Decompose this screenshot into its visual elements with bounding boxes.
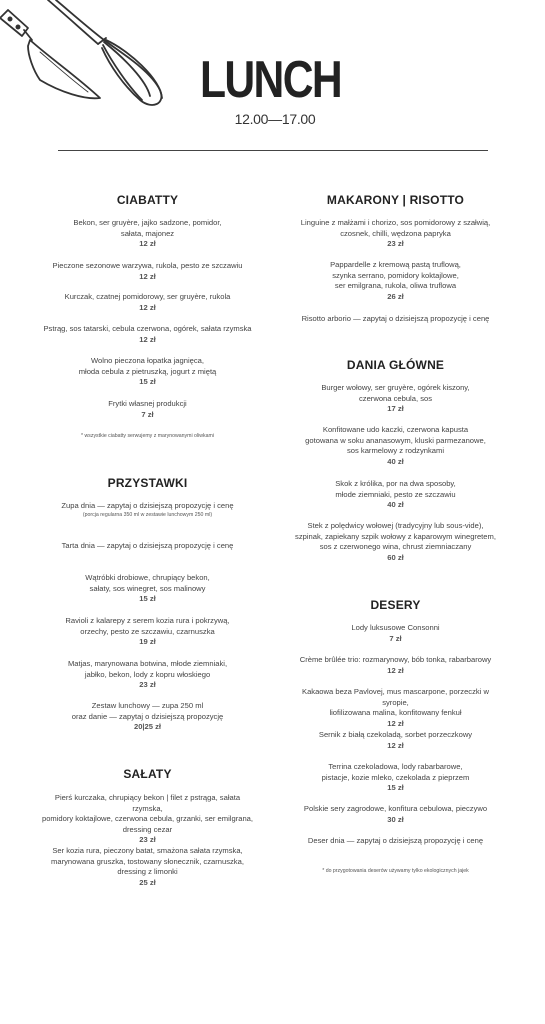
item-description: Pstrąg, sos tatarski, cebula czerwona, ogórek, sałata rzymska xyxy=(43,324,252,333)
menu-item xyxy=(40,793,255,846)
menu-item xyxy=(40,846,255,888)
item-description: Wolno pieczona łopatka jagnięca, xyxy=(91,356,204,365)
item-price: 23 zł xyxy=(139,680,156,689)
menu-item xyxy=(40,218,255,250)
item-description: Wątróbki drobiowe, chrupiący bekon, xyxy=(85,573,210,582)
item-description: Pierś kurczaka, chrupiący bekon | filet z pstrąga, sałata rzymska, xyxy=(54,793,241,813)
item-price: 40 zł xyxy=(387,456,404,466)
menu-item xyxy=(288,521,503,563)
item-description: gotowana w soku ananasowym, kluski parmezanowe, xyxy=(305,435,486,445)
menu-item xyxy=(40,573,255,605)
menu-item xyxy=(40,324,255,345)
knife-and-whisk-illustration xyxy=(0,0,175,115)
menu-item xyxy=(40,501,255,519)
item-price: 7 zł xyxy=(389,633,402,643)
item-description: Stek z polędwicy wołowej (tradycyjny lub sous-vide), xyxy=(307,521,484,530)
item-description: sałata, majonez xyxy=(120,228,175,238)
item-description: Pieczone sezonowe warzywa, rukola, pesto ze szczawiu xyxy=(52,261,243,270)
item-description: Lody luksusowe Consonni xyxy=(351,623,440,632)
menu-item xyxy=(40,701,255,733)
item-description: jabłko, bekon, lody z kopru włoskiego xyxy=(84,669,211,679)
section-note: * wszystkie ciabatty serwujemy z marynowanymi oliwkami xyxy=(81,433,214,439)
item-price: 12 zł xyxy=(139,271,156,281)
item-description: młode ziemniaki, pesto ze szczawiu xyxy=(335,489,456,499)
item-description: Konfitowane udo kaczki, czerwona kapusta xyxy=(322,425,469,434)
menu-item xyxy=(288,804,503,825)
item-description: ser emilgrana, rukola, oliwa truflowa xyxy=(334,281,457,290)
item-price: 30 zł xyxy=(387,814,404,824)
menu-item xyxy=(40,616,255,648)
item-description: oraz danie — zapytaj o dzisiejszą propozycję xyxy=(71,711,224,721)
item-description: Ser kozia rura, pieczony batat, smażona sałata rzymska, xyxy=(52,846,243,855)
section-title-desery: DESERY xyxy=(370,598,421,612)
item-description: Terrina czekoladowa, lody rabarbarowe, xyxy=(328,762,463,771)
item-description: Sernik z białą czekoladą, sorbet porzeczkowy xyxy=(318,730,473,739)
item-subnote: (porcja regularna 350 ml w zestawie lunchowym 250 ml) xyxy=(82,511,213,518)
menu-item xyxy=(288,836,503,847)
item-description: Zupa dnia — zapytaj o dzisiejszą propozycję i cenę xyxy=(61,501,234,510)
item-price: 15 zł xyxy=(387,783,404,792)
item-description: czosnek, chilli, wędzona papryka xyxy=(340,228,451,238)
menu-item xyxy=(288,218,503,250)
item-description: dressing cezar xyxy=(122,824,173,834)
menu-item xyxy=(288,314,503,325)
item-price: 12 zł xyxy=(139,302,156,312)
item-price: 20|25 zł xyxy=(133,722,162,731)
menu-item xyxy=(40,659,255,691)
menu-item xyxy=(288,479,503,511)
menu-item xyxy=(288,623,503,644)
item-description: Tarta dnia — zapytaj o dzisiejszą propozycję i cenę xyxy=(61,541,234,550)
item-description: pomidory koktajlowe, czerwona cebula, grzanki, ser emilgrana, xyxy=(41,814,254,823)
item-price: 12 zł xyxy=(387,718,404,728)
item-description: Crème brûlée trio: rozmarynowy, bób tonka, rabarbarowy xyxy=(299,655,492,664)
item-price: 60 zł xyxy=(387,552,404,562)
menu-item xyxy=(288,425,503,467)
menu-item xyxy=(40,292,255,313)
section-title-salaty: SAŁATY xyxy=(123,767,172,781)
item-description: szpinak, zapiekany szpik wołowy z kaparowym winegretem, xyxy=(295,531,496,541)
item-price: 40 zł xyxy=(387,500,404,509)
section-title-dania-glowne: DANIA GŁÓWNE xyxy=(346,358,445,372)
lunch-hours: 12.00—17.00 xyxy=(234,111,316,127)
menu-item xyxy=(40,356,255,388)
item-price: 12 zł xyxy=(387,740,404,750)
item-price: 25 zł xyxy=(139,877,156,887)
item-description: Polskie sery zagrodowe, konfitura cebulowa, pieczywo xyxy=(303,804,488,813)
item-description: Matjas, marynowana botwina, młode ziemniaki, xyxy=(67,659,228,668)
item-price: 26 zł xyxy=(387,291,404,301)
menu-item xyxy=(40,399,255,420)
item-description: Risotto arborio — zapytaj o dzisiejszą propozycję i cenę xyxy=(301,314,490,323)
item-description: pistacje, kozie mleko, czekolada z pieprzem xyxy=(321,772,470,782)
menu-item xyxy=(288,260,503,302)
item-description: liofilizowana malina, konfitowany fenkuł xyxy=(329,708,462,717)
item-description: Kurczak, czatnej pomidorowy, ser gruyère, rukola xyxy=(64,292,231,301)
item-price: 17 zł xyxy=(387,404,404,413)
section-title-przystawki: PRZYSTAWKI xyxy=(107,476,188,490)
item-description: szynka serrano, pomidory koktajlowe, xyxy=(332,270,459,280)
item-description: sałaty, sos winegret, sos malinowy xyxy=(89,583,206,593)
item-description: sos karmelowy z rodzynkami xyxy=(346,446,445,455)
menu-title: LUNCH xyxy=(200,51,342,109)
item-price: 12 zł xyxy=(139,239,156,248)
item-description: dressing z limonki xyxy=(117,867,178,876)
item-price: 23 zł xyxy=(139,835,156,844)
item-description: orzechy, pesto ze szczawiu, czarnuszka xyxy=(80,626,215,636)
item-price: 15 zł xyxy=(139,377,156,386)
item-price: 23 zł xyxy=(387,239,404,248)
item-description: czerwona cebula, sos xyxy=(358,393,433,403)
item-description: Frytki własnej produkcji xyxy=(108,399,187,408)
item-description: Kakaowa beza Pavlovej, mus mascarpone, porzeczki w syropie, xyxy=(302,687,489,707)
item-description: marynowana gruszka, tostowany słonecznik, czarnuszka, xyxy=(51,856,244,866)
item-description: młoda cebula z pietruszką, jogurt z miętą xyxy=(78,366,217,376)
menu-item xyxy=(288,730,503,751)
item-description: Skok z królika, por na dwa sposoby, xyxy=(335,479,456,488)
item-description: Deser dnia — zapytaj o dzisiejszą propozycję i cenę xyxy=(307,836,484,845)
section-title-makarony-risotto: MAKARONY | RISOTTO xyxy=(326,193,465,207)
header-divider xyxy=(58,150,488,151)
item-description: Burger wołowy, ser gruyère, ogórek kiszony, xyxy=(321,383,470,392)
item-description: Linguine z małżami i chorizo, sos pomidorowy z szałwią, xyxy=(300,218,491,227)
menu-item xyxy=(288,687,503,729)
item-price: 12 zł xyxy=(139,334,156,344)
item-description: sos z czerwonego wina, chrust ziemniaczany xyxy=(319,542,472,551)
item-description: Pappardelle z kremową pastą truflową, xyxy=(330,260,461,269)
menu-item xyxy=(288,383,503,415)
item-description: Zestaw lunchowy — zupa 250 ml xyxy=(91,701,204,710)
item-price: 12 zł xyxy=(387,665,404,675)
item-price: 19 zł xyxy=(139,637,156,646)
section-title-ciabatty: CIABATTY xyxy=(116,193,179,207)
menu-item xyxy=(288,762,503,794)
menu-item xyxy=(288,655,503,676)
item-price: 15 zł xyxy=(139,594,156,603)
menu-item xyxy=(40,541,255,552)
item-description: Ravioli z kalarepy z serem kozia rura i pokrzywą, xyxy=(65,616,230,625)
section-note: * do przygotowania deserów używamy tylko ekologicznych jajek xyxy=(322,868,469,874)
item-price: 7 zł xyxy=(141,409,154,419)
item-description: Bekon, ser gruyère, jajko sadzone, pomidor, xyxy=(73,218,222,227)
menu-item xyxy=(40,261,255,282)
